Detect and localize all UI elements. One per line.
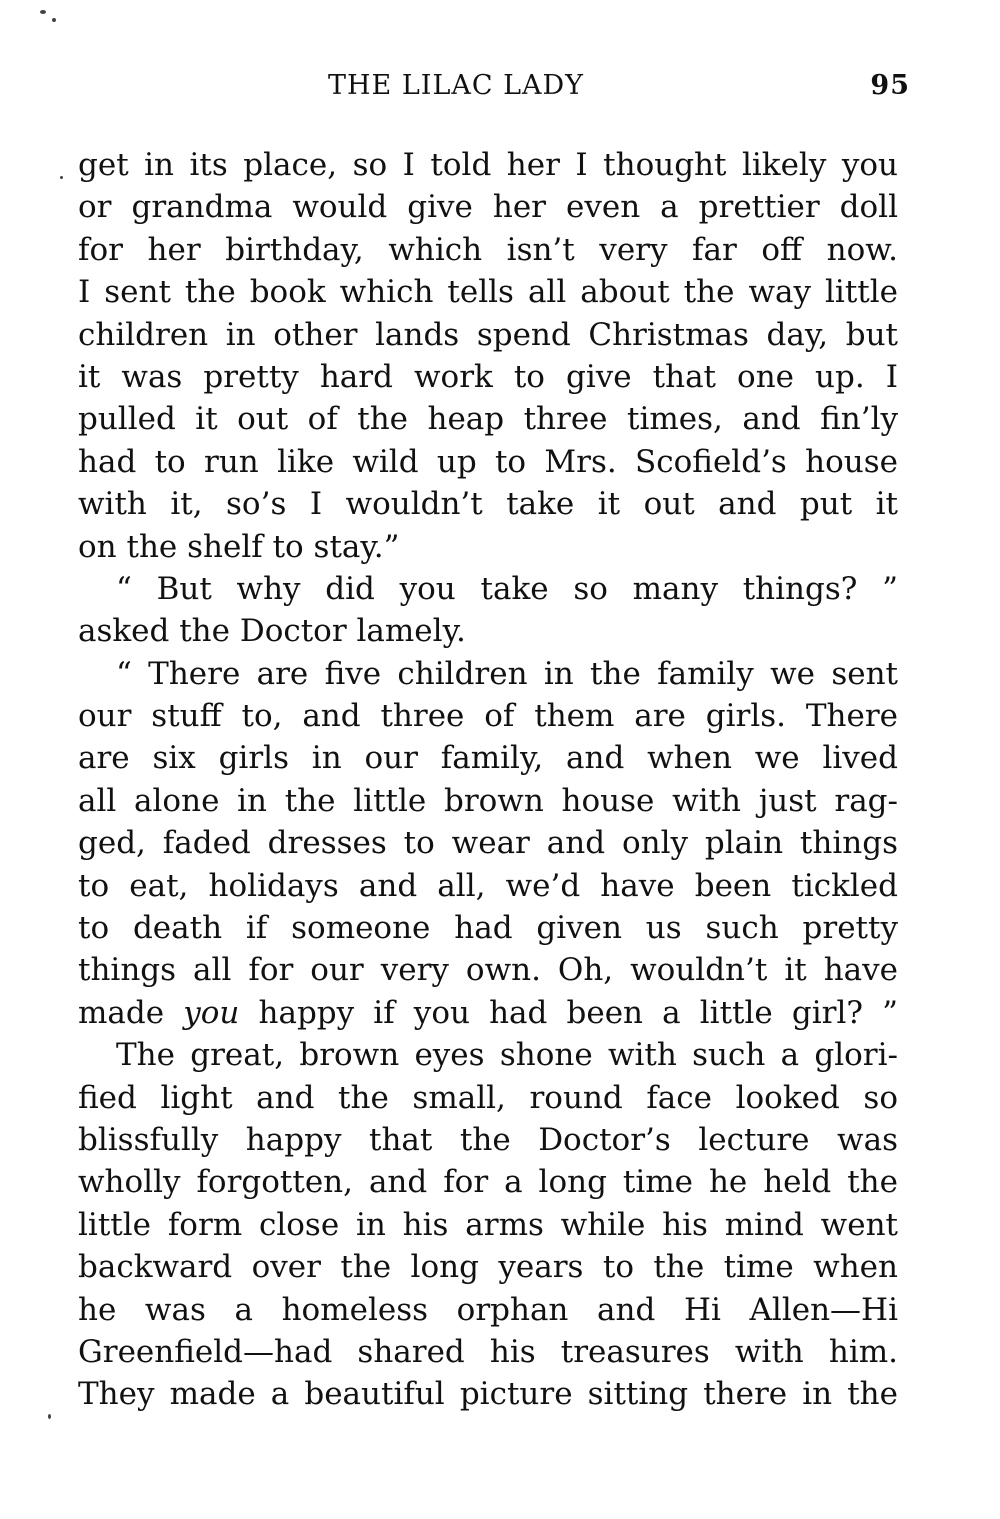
page-number: 95 [870,70,910,101]
running-header [78,70,910,110]
text-line: asked the Doctor lamely. [78,613,466,650]
text-line: pulled it out of the heap three times, and fin’ly [78,401,898,438]
scan-speck [60,176,63,179]
text-line: he was a homeless orphan and Hi Allen—Hi [78,1291,898,1328]
text-line: our stuff to, and three of them are girls. There [78,698,898,735]
text-line: all alone in the little brown house with just rag- [78,782,898,819]
text-line: The great, brown eyes shone with such a glori- [116,1037,898,1074]
text-line: it was pretty hard work to give that one up. I [78,358,898,395]
text-line: ged, faded dresses to wear and only plain things [78,825,898,862]
text-line: blissfully happy that the Doctor’s lecture was [78,1121,898,1158]
text-line: to death if someone had given us such pretty [78,910,898,947]
text-line: had to run like wild up to Mrs. Scofield’s house [78,443,898,480]
text-line: “ But why did you take so many things? ” [116,570,898,607]
text-line: on the shelf to stay.” [78,528,400,565]
text-line: “ There are five children in the family we sent [116,655,898,692]
text-line: wholly forgotten, and for a long time he held the [78,1164,898,1201]
emphasis: you [183,994,240,1031]
text-line: are six girls in our family, and when we lived [78,740,898,777]
text-line: things all for our very own. Oh, wouldn’t it have [78,952,898,989]
text-line: or grandma would give her even a prettier doll [78,189,898,226]
text-line: to eat, holidays and all, we’d have been tickled [78,867,898,904]
text-line: get in its place, so I told her I thought likely you [78,147,898,183]
scan-speck [52,18,56,22]
text-line: for her birthday, which isn’t very far off now. [78,231,898,268]
text-line: Greenfield—had shared his treasures with him. [78,1333,898,1370]
text-line: little form close in his arms while his mind went [78,1206,898,1243]
text-line: fied light and the small, round face looked so [78,1079,898,1116]
running-title: THE LILAC LADY [328,70,585,101]
scan-speck [48,1414,51,1419]
scan-speck [40,10,46,14]
text-line: children in other lands spend Christmas day, but [78,316,898,353]
body-text [78,144,898,1416]
text-line: backward over the long years to the time when [78,1249,898,1286]
text-line: made you happy if you had been a little girl? ” [78,994,898,1031]
text-line: They made a beautiful picture sitting there in the [78,1376,898,1413]
text-line: I sent the book which tells all about the way little [78,274,898,311]
text-line: with it, so’s I wouldn’t take it out and put it [78,486,898,523]
